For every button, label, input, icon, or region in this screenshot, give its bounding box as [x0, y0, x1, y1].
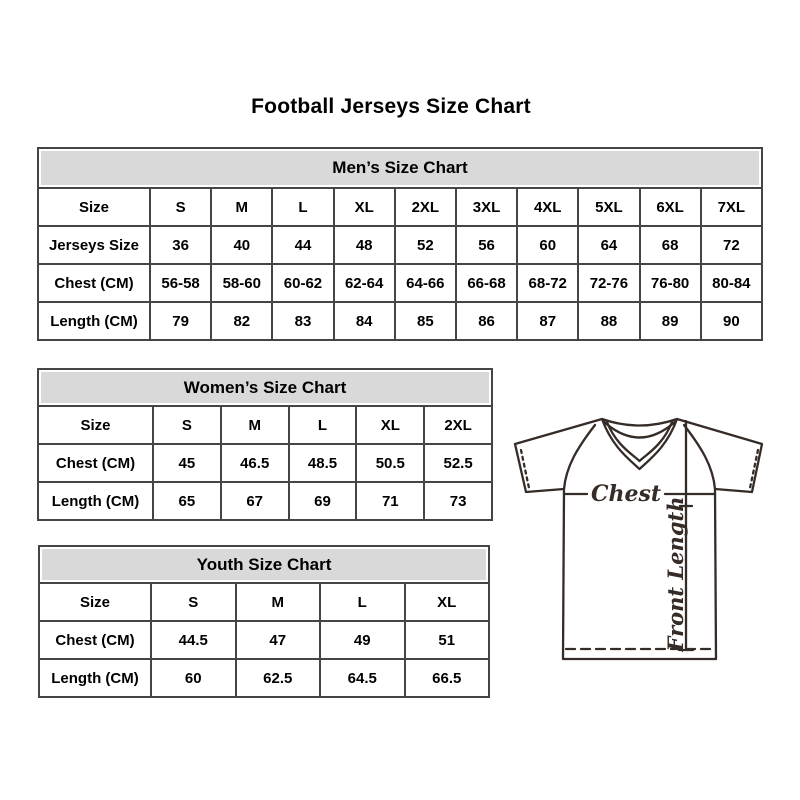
value-cell: 66-68 — [456, 264, 517, 302]
row-label-cell: Length (CM) — [38, 482, 153, 520]
jersey-measurement-diagram — [502, 402, 777, 677]
value-cell: 68-72 — [517, 264, 578, 302]
row-label-cell: Size — [39, 583, 151, 621]
value-cell: 2XL — [395, 188, 456, 226]
value-cell: 66.5 — [405, 659, 490, 697]
value-cell: 82 — [211, 302, 272, 340]
value-cell: 76-80 — [640, 264, 701, 302]
table-row — [38, 444, 492, 482]
value-cell: 73 — [424, 482, 492, 520]
value-cell: 49 — [320, 621, 405, 659]
row-label-cell: Chest (CM) — [39, 621, 151, 659]
value-cell: 3XL — [456, 188, 517, 226]
youth-size-chart-table — [38, 545, 490, 698]
table-header-row — [38, 148, 762, 188]
value-cell: 52 — [395, 226, 456, 264]
table-row — [39, 583, 489, 621]
value-cell: 71 — [356, 482, 424, 520]
value-cell: 62-64 — [334, 264, 395, 302]
womens-size-chart-table — [37, 368, 493, 521]
value-cell: 64.5 — [320, 659, 405, 697]
value-cell: 45 — [153, 444, 221, 482]
value-cell: 80-84 — [701, 264, 762, 302]
table-header-row — [39, 546, 489, 583]
value-cell: 79 — [150, 302, 211, 340]
value-cell: 47 — [236, 621, 321, 659]
value-cell: 84 — [334, 302, 395, 340]
value-cell: 4XL — [517, 188, 578, 226]
value-cell: S — [150, 188, 211, 226]
table-row — [38, 188, 762, 226]
value-cell: 5XL — [578, 188, 639, 226]
value-cell: L — [320, 583, 405, 621]
chest-label: Chest — [590, 481, 662, 507]
value-cell: 86 — [456, 302, 517, 340]
value-cell: XL — [334, 188, 395, 226]
table-header-row — [38, 369, 492, 406]
value-cell: 72-76 — [578, 264, 639, 302]
value-cell: 40 — [211, 226, 272, 264]
mens-table-title: Men’s Size Chart — [38, 148, 762, 188]
value-cell: 2XL — [424, 406, 492, 444]
value-cell: 36 — [150, 226, 211, 264]
row-label-cell: Jerseys Size — [38, 226, 150, 264]
value-cell: 60 — [151, 659, 236, 697]
value-cell: 90 — [701, 302, 762, 340]
value-cell: 62.5 — [236, 659, 321, 697]
sleeve-stitch-left — [521, 450, 529, 488]
value-cell: S — [151, 583, 236, 621]
collar-v-inner — [607, 422, 672, 461]
womens-table-title: Women’s Size Chart — [38, 369, 492, 406]
value-cell: 72 — [701, 226, 762, 264]
value-cell: 65 — [153, 482, 221, 520]
armhole-seam-left — [564, 425, 595, 489]
value-cell: 48.5 — [289, 444, 357, 482]
value-cell: M — [221, 406, 289, 444]
value-cell: S — [153, 406, 221, 444]
value-cell: 60-62 — [272, 264, 333, 302]
row-label-cell: Chest (CM) — [38, 264, 150, 302]
row-label-cell: Length (CM) — [38, 302, 150, 340]
value-cell: 60 — [517, 226, 578, 264]
value-cell: M — [211, 188, 272, 226]
youth-table-title: Youth Size Chart — [39, 546, 489, 583]
value-cell: 56-58 — [150, 264, 211, 302]
row-label-cell: Chest (CM) — [38, 444, 153, 482]
value-cell: 87 — [517, 302, 578, 340]
value-cell: 7XL — [701, 188, 762, 226]
value-cell: 64-66 — [395, 264, 456, 302]
value-cell: 58-60 — [211, 264, 272, 302]
jersey-outline — [515, 419, 762, 659]
table-row — [38, 264, 762, 302]
table-row — [38, 302, 762, 340]
table-row — [38, 226, 762, 264]
value-cell: 89 — [640, 302, 701, 340]
row-label-cell: Length (CM) — [39, 659, 151, 697]
value-cell: 44.5 — [151, 621, 236, 659]
value-cell: XL — [356, 406, 424, 444]
table-row — [38, 406, 492, 444]
value-cell: 67 — [221, 482, 289, 520]
value-cell: 69 — [289, 482, 357, 520]
value-cell: 68 — [640, 226, 701, 264]
value-cell: 83 — [272, 302, 333, 340]
value-cell: 50.5 — [356, 444, 424, 482]
value-cell: 6XL — [640, 188, 701, 226]
value-cell: 64 — [578, 226, 639, 264]
value-cell: 44 — [272, 226, 333, 264]
value-cell: 56 — [456, 226, 517, 264]
value-cell: 85 — [395, 302, 456, 340]
table-row — [39, 659, 489, 697]
value-cell: 48 — [334, 226, 395, 264]
value-cell: L — [289, 406, 357, 444]
row-label-cell: Size — [38, 188, 150, 226]
table-row — [38, 482, 492, 520]
armhole-seam-right — [684, 425, 715, 489]
value-cell: M — [236, 583, 321, 621]
value-cell: 52.5 — [424, 444, 492, 482]
mens-size-chart-table — [37, 147, 763, 341]
value-cell: XL — [405, 583, 490, 621]
value-cell: 88 — [578, 302, 639, 340]
row-label-cell: Size — [38, 406, 153, 444]
table-row — [39, 621, 489, 659]
value-cell: L — [272, 188, 333, 226]
page-title: Football Jerseys Size Chart — [251, 95, 531, 118]
value-cell: 46.5 — [221, 444, 289, 482]
front-length-label: Front Length — [663, 496, 688, 652]
value-cell: 51 — [405, 621, 490, 659]
